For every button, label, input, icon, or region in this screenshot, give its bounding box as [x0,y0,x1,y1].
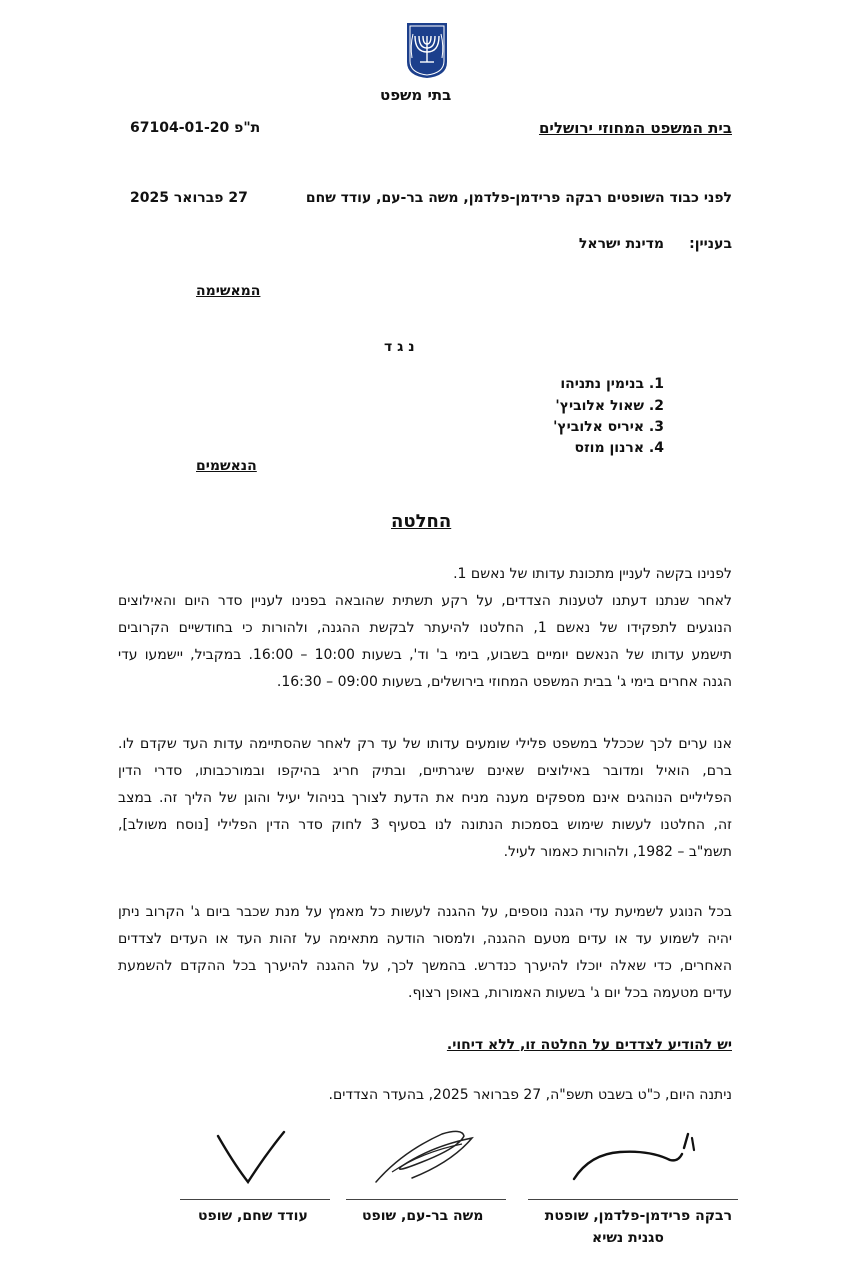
decision-intro: לפנינו בקשה לעניין מתכונת עדותו של נאשם 1. [453,566,732,582]
decision-paragraph-3 [118,899,732,1007]
paragraph-line: תשמ"ב – 1982, ולהורות כאמור לעיל. [503,844,732,860]
paragraph-line: אנו ערים לכך שככלל במשפט פלילי שומעים עדותו של עד רק לאחר שהסתיימה עדות העד שקדם לו. [118,736,732,752]
defendants-role: הנאשמים [196,458,257,474]
decision-date: 27 פברואר 2025 [130,190,248,206]
given-line: ניתנה היום, כ"ט בשבט תשפ"ה, 27 פברואר 2025, בהעדר הצדדים. [328,1087,732,1103]
judge-signature-name: משה בר-עם, שופט [362,1208,484,1224]
prosecution-name: מדינת ישראל [578,236,664,252]
signature-line [346,1199,506,1200]
paragraph-line: הנוגעים לתפקידו של נאשם 1, החלטנו להיעתר לבקשת ההגנה, ולהורות כי בחודשיים הקרובים [118,620,732,636]
decision-paragraph-2 [118,731,732,866]
paragraph-line: ברם, הואיל ומדובר באילוצים שאינם שיגרתיים, ובתיק חריג בהיקפו ובמורכבותו, סדרי הדין [118,763,732,779]
decision-paragraph-1 [118,588,732,696]
court-name: בית המשפט המחוזי ירושלים [538,119,732,137]
signature-line [180,1199,330,1200]
paragraph-line: בכל הנוגע לשמיעת עדי הגנה נוספים, על ההגנה לעשות כל מאמץ על מנת שכבר ביום ג' הקרוב ניתן [118,904,732,920]
decision-title: החלטה [391,511,452,532]
signature-scribble-icon [560,1124,710,1194]
judge-signature-name: רבקה פרידמן-פלדמן, שופטת [544,1208,732,1224]
case-number: ת"פ 67104-01-20 [130,120,261,136]
paragraph-line: לאחר שנתנו דעתנו לטענות הצדדים, על רקע תשתית שהובאה בפנינו לעניין סדר היום והאילוצים [118,593,732,609]
defendant-item: 4. ארנון מוזס [574,440,664,456]
versus-label: נ ג ד [384,339,415,355]
judge-signature-name: עודד שחם, שופט [198,1208,308,1224]
judges-line: לפני כבוד השופטים רבקה פרידמן-פלדמן, משה בר-עם, עודד שחם [305,190,732,206]
signature-scribble-icon [362,1122,492,1192]
notify-parties-line: יש להודיע לצדדים על החלטה זו, ללא דיחוי. [446,1037,732,1053]
state-emblem-icon [404,20,450,80]
signature-scribble-icon [210,1124,300,1194]
prosecution-role: המאשימה [196,283,261,299]
paragraph-line: תישמע עדותו של הנאשם יומיים בשבוע, בימי ב' וד', בשעות 10:00 – 16:00. במקביל, יישמעו עדי [118,647,732,663]
defendant-item: 3. איריס אלוביץ' [553,419,664,435]
paragraph-line: עדים מטעמה בכל יום ג' בשעות האמורות, באופן רצוף. [408,985,732,1001]
signature-line [528,1199,738,1200]
paragraph-line: הפליליים הנוהגים אינם מספקים מענה מניח את הדעת לצורך בניהול יעיל והוגן של הליך זה. במצב [118,790,732,806]
matter-label: בעניין: [689,236,732,252]
paragraph-line: האחרים, כדי שאלה יוכלו להיערך כנדרש. בהמשך לכך, על ההגנה להיערך בכל ההקדם להשמעת [118,958,732,974]
defendant-item: 1. בנימין נתניהו [560,376,664,392]
paragraph-line: זה, החלטנו לעשות שימוש בסמכות הנתונה לנו בסעיף 3 לחוק סדר הדין הפלילי [נוסח משולב], [118,817,732,833]
paragraph-line: הגנה אחרים בימי ג' בבית המשפט המחוזי בירושלים, בשעות 09:00 – 16:30. [276,674,732,690]
court-system-title: בתי משפט [380,86,452,104]
judge-signature-title: סגנית נשיא [592,1230,664,1246]
paragraph-line: יהיה לשמוע עד או עדים מטעם ההגנה, ולמסור הודעה מתאימה על זהות העד או העדים לצדדים [118,931,732,947]
defendant-item: 2. שאול אלוביץ' [555,398,664,414]
